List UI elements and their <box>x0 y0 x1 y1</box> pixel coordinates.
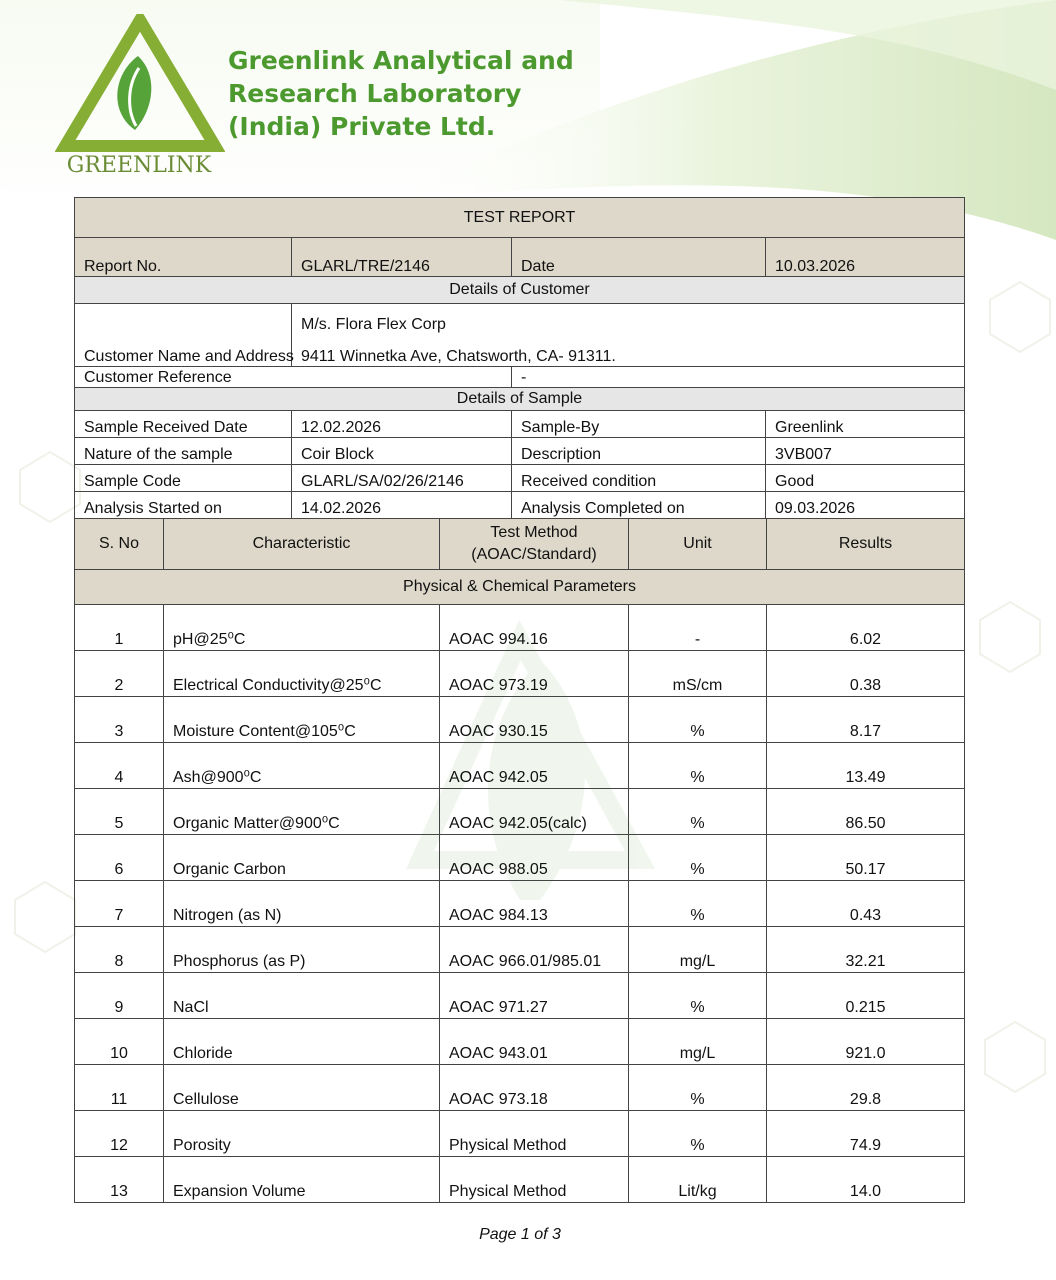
header-sno: S. No <box>75 519 164 570</box>
header-characteristic: Characteristic <box>164 519 440 570</box>
sample-value: Good <box>766 465 965 492</box>
result-test-method: AOAC 971.27 <box>440 973 629 1019</box>
result-characteristic: Expansion Volume <box>164 1157 440 1203</box>
result-unit: % <box>629 1065 767 1111</box>
result-characteristic: Cellulose <box>164 1065 440 1111</box>
result-characteristic: Electrical Conductivity@25⁰C <box>164 651 440 697</box>
company-name <box>228 44 574 143</box>
result-characteristic: pH@25⁰C <box>164 605 440 651</box>
customer-ref-value: - <box>512 367 965 388</box>
result-sno: 1 <box>75 605 164 651</box>
result-characteristic: Phosphorus (as P) <box>164 927 440 973</box>
sample-label: Nature of the sample <box>75 438 292 465</box>
company-name-line: Research Laboratory <box>228 79 522 108</box>
customer-ref-label: Customer Reference <box>75 367 512 388</box>
report-no-value: GLARL/TRE/2146 <box>292 238 512 277</box>
result-test-method: AOAC 988.05 <box>440 835 629 881</box>
table-row <box>75 789 965 835</box>
sample-label: Description <box>512 438 766 465</box>
result-sno: 6 <box>75 835 164 881</box>
result-value: 6.02 <box>767 605 965 651</box>
result-test-method: AOAC 984.13 <box>440 881 629 927</box>
result-unit: % <box>629 743 767 789</box>
sample-value: 3VB007 <box>766 438 965 465</box>
result-sno: 8 <box>75 927 164 973</box>
test-report <box>74 197 964 1203</box>
table-row <box>75 927 965 973</box>
result-unit: mg/L <box>629 1019 767 1065</box>
table-row <box>75 1157 965 1203</box>
result-value: 50.17 <box>767 835 965 881</box>
result-unit: % <box>629 789 767 835</box>
sample-value: 12.02.2026 <box>292 411 512 438</box>
result-characteristic: Chloride <box>164 1019 440 1065</box>
table-row <box>75 835 965 881</box>
company-name-line: Greenlink Analytical and <box>228 46 574 75</box>
result-test-method: AOAC 942.05(calc) <box>440 789 629 835</box>
result-value: 29.8 <box>767 1065 965 1111</box>
table-row <box>75 881 965 927</box>
result-unit: % <box>629 973 767 1019</box>
section-title: Physical & Chemical Parameters <box>75 570 965 605</box>
result-characteristic: Porosity <box>164 1111 440 1157</box>
report-details-table <box>74 197 965 519</box>
result-test-method: Physical Method <box>440 1111 629 1157</box>
table-row <box>75 1111 965 1157</box>
result-sno: 9 <box>75 973 164 1019</box>
letterhead <box>0 0 1056 190</box>
report-no-label: Report No. <box>75 238 292 277</box>
result-value: 921.0 <box>767 1019 965 1065</box>
result-characteristic: Organic Matter@900⁰C <box>164 789 440 835</box>
report-title: TEST REPORT <box>75 198 965 238</box>
result-test-method: AOAC 943.01 <box>440 1019 629 1065</box>
date-value: 10.03.2026 <box>766 238 965 277</box>
result-value: 32.21 <box>767 927 965 973</box>
result-value: 13.49 <box>767 743 965 789</box>
result-sno: 7 <box>75 881 164 927</box>
header-results: Results <box>767 519 965 570</box>
customer-name-label: Customer Name and Address <box>75 304 292 367</box>
result-sno: 2 <box>75 651 164 697</box>
sample-label: Received condition <box>512 465 766 492</box>
result-test-method: AOAC 930.15 <box>440 697 629 743</box>
customer-section-title: Details of Customer <box>75 277 965 304</box>
sample-label: Sample-By <box>512 411 766 438</box>
result-unit: % <box>629 835 767 881</box>
date-label: Date <box>512 238 766 277</box>
sample-value: GLARL/SA/02/26/2146 <box>292 465 512 492</box>
table-row <box>75 743 965 789</box>
sample-value: 09.03.2026 <box>766 492 965 519</box>
result-value: 86.50 <box>767 789 965 835</box>
header-test-method-line: (AOAC/Standard) <box>471 546 597 563</box>
customer-name: M/s. Flora Flex Corp <box>301 316 446 333</box>
result-sno: 10 <box>75 1019 164 1065</box>
sample-section-title: Details of Sample <box>75 388 965 411</box>
result-unit: - <box>629 605 767 651</box>
result-unit: Lit/kg <box>629 1157 767 1203</box>
header-unit: Unit <box>629 519 767 570</box>
result-value: 0.38 <box>767 651 965 697</box>
result-value: 14.0 <box>767 1157 965 1203</box>
customer-name-address <box>292 304 965 367</box>
result-characteristic: NaCl <box>164 973 440 1019</box>
sample-label: Analysis Started on <box>75 492 292 519</box>
sample-value: Greenlink <box>766 411 965 438</box>
result-unit: % <box>629 1111 767 1157</box>
result-characteristic: Organic Carbon <box>164 835 440 881</box>
result-test-method: AOAC 994.16 <box>440 605 629 651</box>
result-characteristic: Moisture Content@105⁰C <box>164 697 440 743</box>
result-value: 0.215 <box>767 973 965 1019</box>
greenlink-logo <box>55 14 225 179</box>
result-test-method: AOAC 966.01/985.01 <box>440 927 629 973</box>
table-row <box>75 651 965 697</box>
table-row <box>75 973 965 1019</box>
logo-wordmark: GREENLINK <box>66 153 212 178</box>
result-unit: mg/L <box>629 927 767 973</box>
result-characteristic: Nitrogen (as N) <box>164 881 440 927</box>
result-test-method: AOAC 973.19 <box>440 651 629 697</box>
table-row <box>75 697 965 743</box>
page-number: Page 1 of 3 <box>479 1226 561 1243</box>
result-unit: % <box>629 697 767 743</box>
table-row <box>75 1065 965 1111</box>
result-test-method: AOAC 973.18 <box>440 1065 629 1111</box>
result-value: 74.9 <box>767 1111 965 1157</box>
sample-label: Sample Code <box>75 465 292 492</box>
table-row <box>75 605 965 651</box>
result-test-method: Physical Method <box>440 1157 629 1203</box>
company-name-line: (India) Private Ltd. <box>228 112 496 141</box>
results-table <box>74 518 965 1203</box>
sample-label: Sample Received Date <box>75 411 292 438</box>
table-row <box>75 1019 965 1065</box>
result-sno: 5 <box>75 789 164 835</box>
result-sno: 4 <box>75 743 164 789</box>
header-test-method <box>440 519 629 570</box>
result-sno: 3 <box>75 697 164 743</box>
result-test-method: AOAC 942.05 <box>440 743 629 789</box>
result-value: 0.43 <box>767 881 965 927</box>
result-unit: % <box>629 881 767 927</box>
customer-address: 9411 Winnetka Ave, Chatsworth, CA- 91311. <box>301 348 616 365</box>
sample-value: 14.02.2026 <box>292 492 512 519</box>
result-value: 8.17 <box>767 697 965 743</box>
result-sno: 13 <box>75 1157 164 1203</box>
result-characteristic: Ash@900⁰C <box>164 743 440 789</box>
sample-value: Coir Block <box>292 438 512 465</box>
result-sno: 12 <box>75 1111 164 1157</box>
header-test-method-line: Test Method <box>490 524 578 541</box>
result-sno: 11 <box>75 1065 164 1111</box>
sample-label: Analysis Completed on <box>512 492 766 519</box>
result-unit: mS/cm <box>629 651 767 697</box>
